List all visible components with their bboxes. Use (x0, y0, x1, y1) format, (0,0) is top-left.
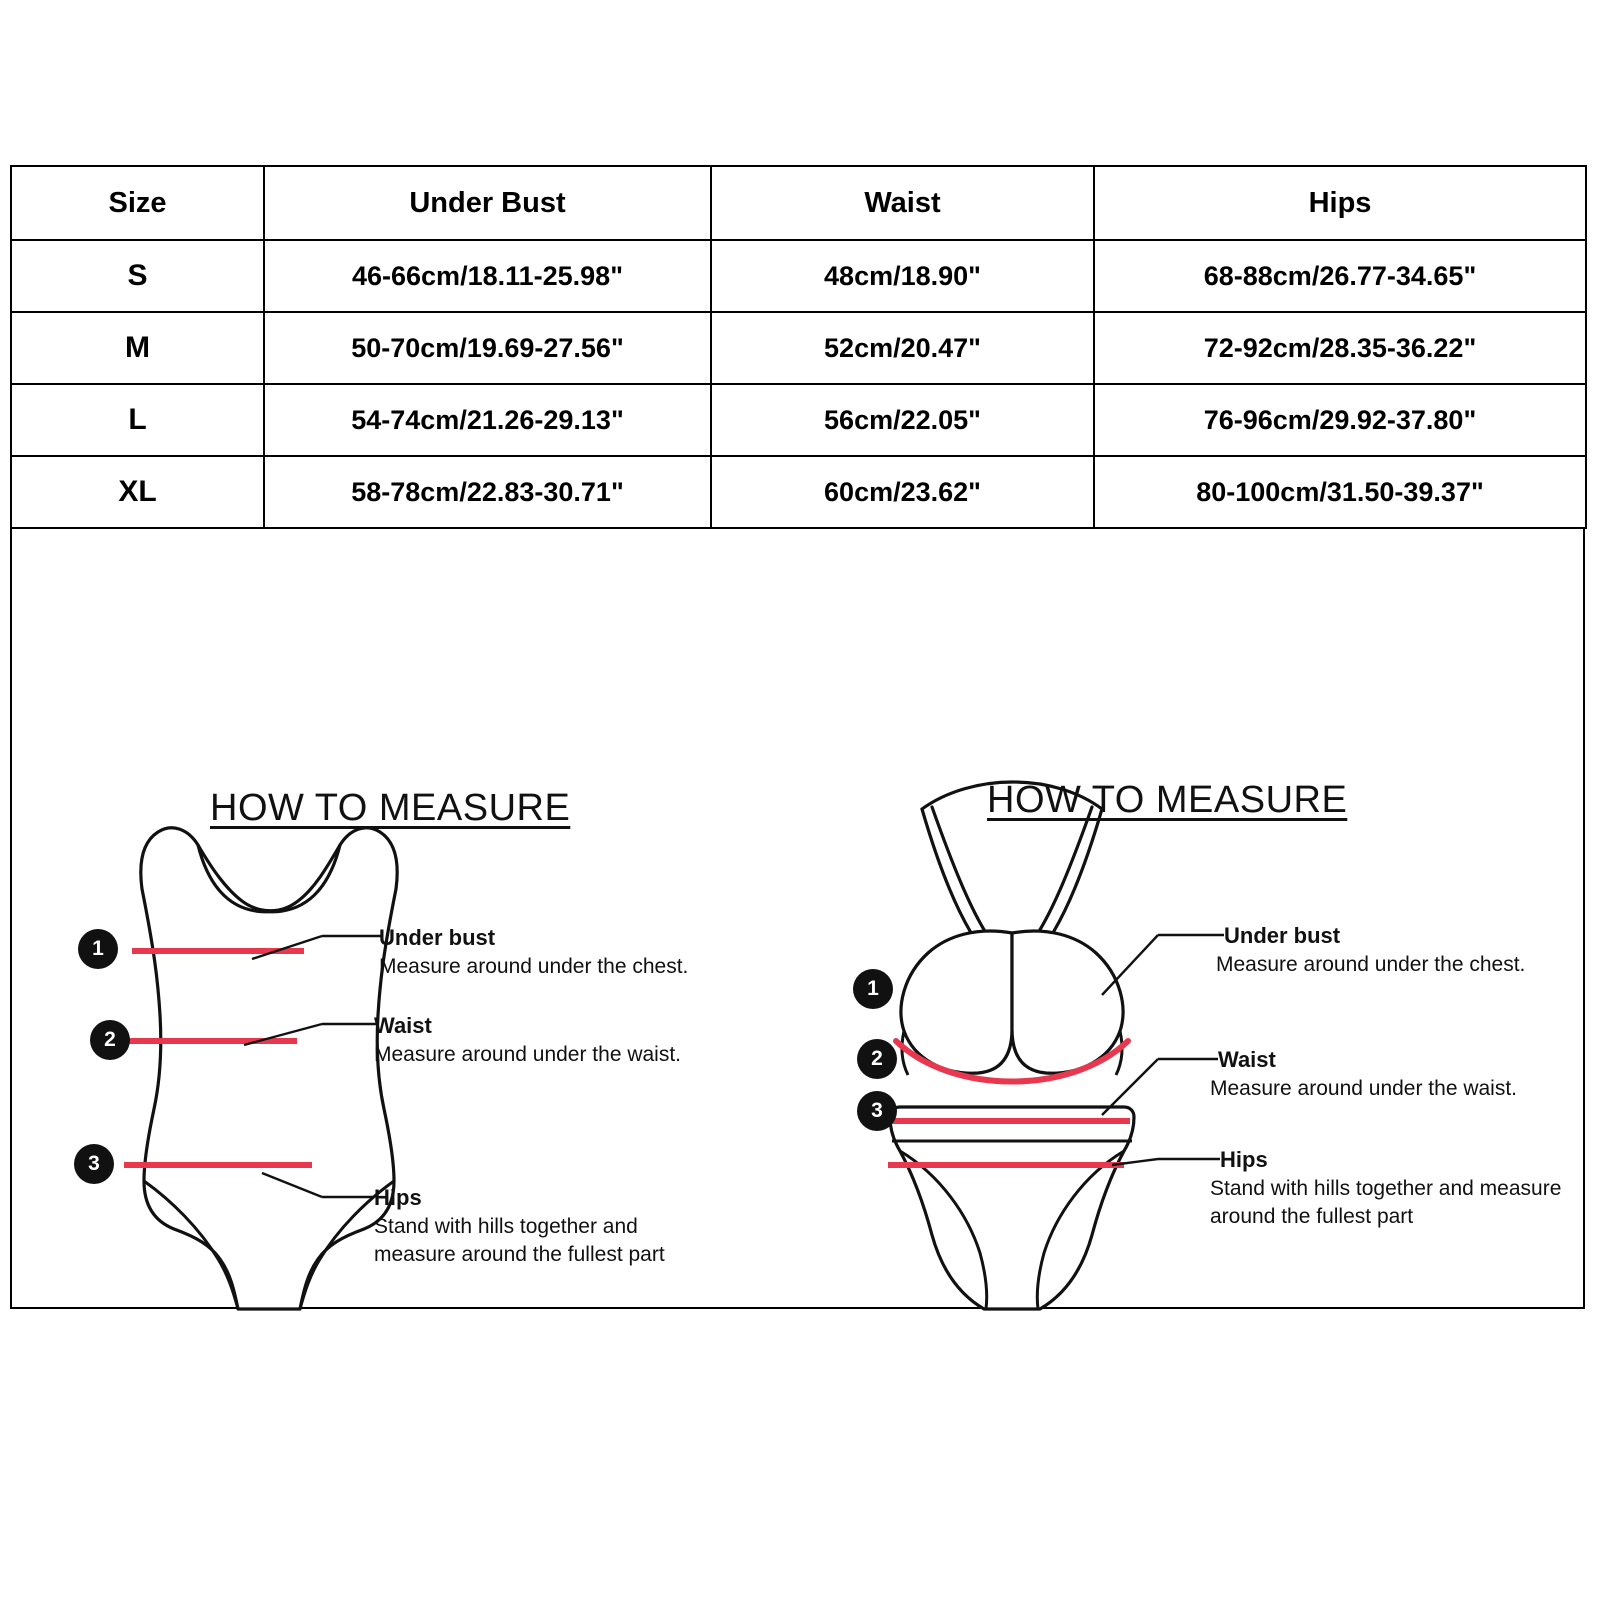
cell-hips: 68-88cm/26.77-34.65" (1094, 240, 1586, 312)
label-waist-title: Waist (374, 1013, 432, 1038)
cell-waist: 60cm/23.62" (711, 456, 1094, 528)
marker-badge-1: 1 (78, 929, 118, 969)
table-header-row (11, 166, 1586, 240)
label-under-bust-desc: Measure around under the chest. (1216, 953, 1526, 976)
size-chart-table (10, 165, 1587, 529)
column-header-waist: Waist (711, 166, 1094, 240)
marker-badge-1: 1 (853, 969, 893, 1009)
column-header-hips: Hips (1094, 166, 1586, 240)
marker-badge-2: 2 (90, 1020, 130, 1060)
table-row (11, 312, 1586, 384)
cell-waist: 48cm/18.90" (711, 240, 1094, 312)
cell-hips: 72-92cm/28.35-36.22" (1094, 312, 1586, 384)
label-waist-title: Waist (1218, 1047, 1276, 1072)
marker-badge-2: 2 (857, 1039, 897, 1079)
cell-size: L (11, 384, 264, 456)
cell-hips: 80-100cm/31.50-39.37" (1094, 456, 1586, 528)
label-hips-title: Hips (374, 1185, 422, 1210)
cell-hips: 76-96cm/29.92-37.80" (1094, 384, 1586, 456)
cell-size: XL (11, 456, 264, 528)
how-to-measure-section (10, 529, 1585, 1309)
label-waist-desc: Measure around under the waist. (1210, 1077, 1518, 1100)
cell-waist: 56cm/22.05" (711, 384, 1094, 456)
cell-under-bust: 58-78cm/22.83-30.71" (264, 456, 711, 528)
label-hips-title: Hips (1220, 1147, 1268, 1172)
column-header-size: Size (11, 166, 264, 240)
label-hips-desc: Stand with hills together and measure around the fullest part (1210, 1177, 1562, 1229)
cell-under-bust: 54-74cm/21.26-29.13" (264, 384, 711, 456)
marker-badge-3: 3 (857, 1091, 897, 1131)
table-row (11, 384, 1586, 456)
table-row (11, 456, 1586, 528)
label-waist-desc: Measure around under the waist. (374, 1043, 682, 1066)
cell-size: S (11, 240, 264, 312)
panel-title-left: HOW TO MEASURE (210, 787, 571, 829)
label-hips-desc: Stand with hills together and measure around the fullest part (374, 1215, 665, 1267)
measure-diagram-onepiece (12, 529, 772, 1309)
label-under-bust-desc: Measure around under the chest. (379, 955, 689, 978)
label-under-bust-title: Under bust (379, 925, 496, 950)
panel-title-right: HOW TO MEASURE (987, 779, 1348, 821)
cell-waist: 52cm/20.47" (711, 312, 1094, 384)
measure-diagram-bikini (772, 529, 1585, 1309)
table-row (11, 240, 1586, 312)
label-under-bust-title: Under bust (1224, 923, 1341, 948)
size-chart-sheet (10, 165, 1587, 1285)
cell-under-bust: 50-70cm/19.69-27.56" (264, 312, 711, 384)
cell-size: M (11, 312, 264, 384)
marker-badge-3: 3 (74, 1144, 114, 1184)
column-header-under-bust: Under Bust (264, 166, 711, 240)
cell-under-bust: 46-66cm/18.11-25.98" (264, 240, 711, 312)
